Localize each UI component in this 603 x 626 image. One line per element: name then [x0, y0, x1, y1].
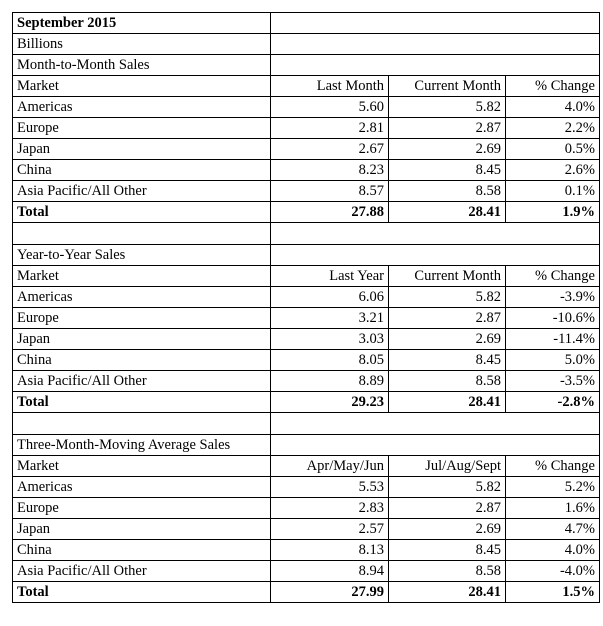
value-cell: 2.2%: [506, 118, 600, 139]
value-cell: 2.87: [389, 498, 506, 519]
units-label: Billions: [13, 34, 271, 55]
value-cell: 8.57: [271, 181, 389, 202]
report-title: September 2015: [13, 13, 271, 34]
market-cell: Europe: [13, 118, 271, 139]
market-cell: Americas: [13, 97, 271, 118]
total-row: [13, 202, 600, 223]
value-cell: 3.21: [271, 308, 389, 329]
table-row: [13, 329, 600, 350]
market-cell: Asia Pacific/All Other: [13, 561, 271, 582]
market-cell: Japan: [13, 139, 271, 160]
section-title-row: [13, 55, 600, 76]
market-cell: Europe: [13, 498, 271, 519]
units-filler: [271, 34, 600, 55]
table-row: [13, 181, 600, 202]
value-cell: 5.82: [389, 287, 506, 308]
section-title-filler: [271, 55, 600, 76]
report-title-filler: [271, 13, 600, 34]
value-cell: 5.60: [271, 97, 389, 118]
section-spacer-row: [13, 413, 600, 435]
value-cell: 8.58: [389, 371, 506, 392]
column-header: % Change: [506, 266, 600, 287]
market-cell: China: [13, 540, 271, 561]
column-header: Apr/May/Jun: [271, 456, 389, 477]
value-cell: 2.57: [271, 519, 389, 540]
table-row: [13, 97, 600, 118]
table-row: [13, 519, 600, 540]
market-cell: Europe: [13, 308, 271, 329]
market-cell: Americas: [13, 477, 271, 498]
column-header-row: [13, 456, 600, 477]
spacer-cell: [13, 223, 271, 245]
column-header: Market: [13, 76, 271, 97]
value-cell: 5.0%: [506, 350, 600, 371]
total-value: -2.8%: [506, 392, 600, 413]
value-cell: 4.0%: [506, 97, 600, 118]
section-title-filler: [271, 435, 600, 456]
section-spacer-row: [13, 223, 600, 245]
value-cell: 2.67: [271, 139, 389, 160]
market-cell: Asia Pacific/All Other: [13, 181, 271, 202]
value-cell: 5.82: [389, 477, 506, 498]
column-header-row: [13, 76, 600, 97]
value-cell: 8.23: [271, 160, 389, 181]
total-value: 28.41: [389, 582, 506, 603]
value-cell: 4.7%: [506, 519, 600, 540]
column-header: Last Month: [271, 76, 389, 97]
value-cell: 8.13: [271, 540, 389, 561]
market-cell: China: [13, 350, 271, 371]
sales-table: [12, 12, 600, 603]
market-cell: Japan: [13, 519, 271, 540]
market-cell: Asia Pacific/All Other: [13, 371, 271, 392]
table-row: [13, 477, 600, 498]
column-header: % Change: [506, 456, 600, 477]
value-cell: 2.69: [389, 139, 506, 160]
value-cell: 8.05: [271, 350, 389, 371]
table-row: [13, 498, 600, 519]
value-cell: -4.0%: [506, 561, 600, 582]
table-row: [13, 287, 600, 308]
market-cell: Japan: [13, 329, 271, 350]
value-cell: -3.5%: [506, 371, 600, 392]
value-cell: 2.6%: [506, 160, 600, 181]
market-cell: China: [13, 160, 271, 181]
value-cell: 8.58: [389, 561, 506, 582]
value-cell: 8.45: [389, 350, 506, 371]
total-row: [13, 392, 600, 413]
table-row: [13, 350, 600, 371]
value-cell: 2.83: [271, 498, 389, 519]
total-value: 27.88: [271, 202, 389, 223]
table-row: [13, 561, 600, 582]
table-row: [13, 540, 600, 561]
value-cell: 1.6%: [506, 498, 600, 519]
value-cell: -10.6%: [506, 308, 600, 329]
table-row: [13, 308, 600, 329]
total-label: Total: [13, 202, 271, 223]
total-label: Total: [13, 582, 271, 603]
column-header-row: [13, 266, 600, 287]
total-row: [13, 582, 600, 603]
spacer-filler: [271, 413, 600, 435]
value-cell: -11.4%: [506, 329, 600, 350]
column-header: Current Month: [389, 266, 506, 287]
value-cell: 0.5%: [506, 139, 600, 160]
value-cell: 8.45: [389, 160, 506, 181]
column-header: Current Month: [389, 76, 506, 97]
value-cell: 8.45: [389, 540, 506, 561]
value-cell: 4.0%: [506, 540, 600, 561]
value-cell: 5.82: [389, 97, 506, 118]
value-cell: 2.81: [271, 118, 389, 139]
spacer-filler: [271, 223, 600, 245]
value-cell: 2.69: [389, 329, 506, 350]
column-header: Market: [13, 266, 271, 287]
total-label: Total: [13, 392, 271, 413]
table-row: [13, 371, 600, 392]
section-title: Month-to-Month Sales: [13, 55, 271, 76]
table-row: [13, 160, 600, 181]
value-cell: 5.2%: [506, 477, 600, 498]
total-value: 28.41: [389, 202, 506, 223]
units-row: [13, 34, 600, 55]
total-value: 1.5%: [506, 582, 600, 603]
value-cell: -3.9%: [506, 287, 600, 308]
value-cell: 2.87: [389, 118, 506, 139]
value-cell: 8.94: [271, 561, 389, 582]
column-header: Market: [13, 456, 271, 477]
total-value: 1.9%: [506, 202, 600, 223]
section-title-row: [13, 435, 600, 456]
value-cell: 5.53: [271, 477, 389, 498]
table-row: [13, 118, 600, 139]
value-cell: 2.69: [389, 519, 506, 540]
report-title-row: [13, 13, 600, 34]
table-row: [13, 139, 600, 160]
column-header: Jul/Aug/Sept: [389, 456, 506, 477]
section-title: Year-to-Year Sales: [13, 245, 271, 266]
value-cell: 3.03: [271, 329, 389, 350]
value-cell: 8.58: [389, 181, 506, 202]
section-title-row: [13, 245, 600, 266]
section-title-filler: [271, 245, 600, 266]
section-title: Three-Month-Moving Average Sales: [13, 435, 271, 456]
column-header: Last Year: [271, 266, 389, 287]
total-value: 29.23: [271, 392, 389, 413]
total-value: 28.41: [389, 392, 506, 413]
total-value: 27.99: [271, 582, 389, 603]
sales-table-body: [13, 13, 600, 603]
spacer-cell: [13, 413, 271, 435]
value-cell: 2.87: [389, 308, 506, 329]
market-cell: Americas: [13, 287, 271, 308]
value-cell: 8.89: [271, 371, 389, 392]
value-cell: 0.1%: [506, 181, 600, 202]
column-header: % Change: [506, 76, 600, 97]
value-cell: 6.06: [271, 287, 389, 308]
